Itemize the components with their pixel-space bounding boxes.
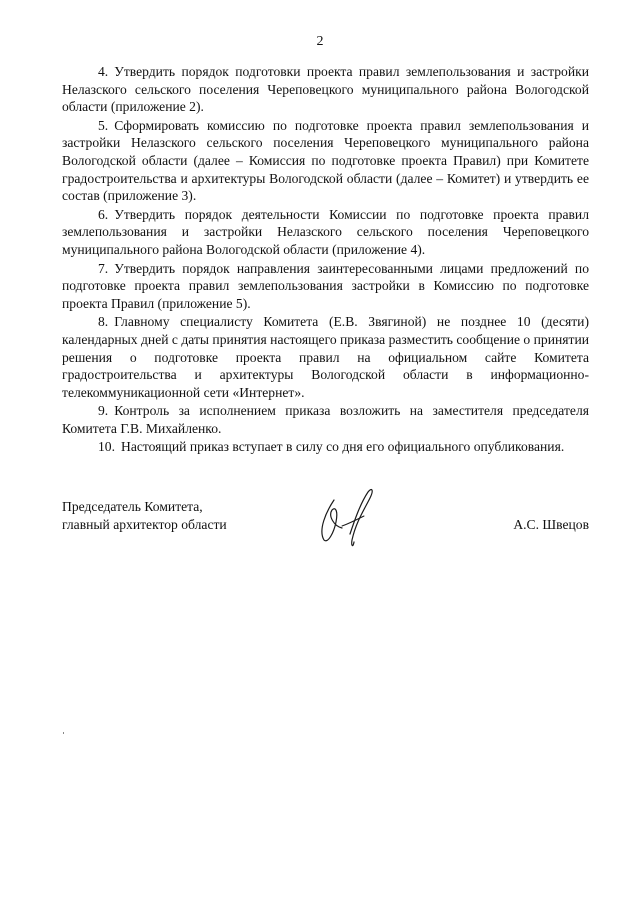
- handwritten-signature: [312, 482, 392, 552]
- paragraph-number: 4.: [98, 64, 109, 79]
- signatory-title-line1: Председатель Комитета,: [62, 499, 203, 514]
- paragraph-4: [62, 63, 589, 116]
- paragraph-6: [62, 206, 589, 259]
- paragraph-7: [62, 260, 589, 313]
- paragraph-text: Сформировать комиссию по подготовке проекта правил землепользования и застройки Нелазского сельского поселения Череповецкого муниципального района Вологодской области (далее – Комиссия по подготовке проекта Правил) при Комитете градостроительства и архитектуры Вологодской области (далее – Комитет) и утвердить ее состав (приложение 3).: [62, 117, 589, 204]
- paragraph-number: 5.: [98, 117, 109, 133]
- paragraph-number: 8.: [98, 314, 109, 330]
- paragraph-text: Главному специалисту Комитета (Е.В. Звягиной) не позднее 10 (десяти) календарных дней с даты принятия настоящего приказа разместить сообщение о принятии решения о подготовке проекта правил на официальном сайте Комитета градостроительства и архитектуры Вологодской области в информационно-телекоммуникационной сети «Интернет».: [62, 314, 589, 400]
- paragraph-number: 9.: [98, 403, 109, 419]
- signature-block: [62, 498, 589, 558]
- paragraph-text: Контроль за исполнением приказа возложить на заместителя председателя Комитета Г.В. Михайленко.: [62, 403, 589, 436]
- paragraph-number: 7.: [98, 260, 109, 276]
- paragraph-8: [62, 313, 589, 401]
- page-number: 2: [316, 34, 324, 49]
- paragraph-text: Утвердить порядок направления заинтересованными лицами предложений по подготовке проекта правил землепользования застройки в Комиссию по подготовке проекта Правил (приложение 5).: [62, 260, 589, 311]
- paragraph-10: [62, 438, 589, 456]
- signatory-title: [62, 498, 227, 534]
- paragraph-9: [62, 402, 589, 437]
- paragraph-number: 10.: [98, 439, 115, 455]
- paragraph-text: Утвердить порядок деятельности Комиссии по подготовке проекта правил землепользования и застройки Нелазского сельского поселения Череповецкого муниципального района Вологодской области (приложение 4).: [62, 206, 589, 257]
- paragraph-5: [62, 117, 589, 205]
- document-body: [62, 63, 589, 457]
- paragraph-text: Настоящий приказ вступает в силу со дня его официального опубликования.: [121, 439, 565, 455]
- signatory-title-line2: главный архитектор области: [62, 517, 227, 532]
- scan-speck: [63, 732, 64, 734]
- paragraph-number: 6.: [98, 206, 109, 222]
- signatory-name: А.С. Швецов: [513, 517, 589, 532]
- paragraph-text: Утвердить порядок подготовки проекта правил землепользования и застройки Нелазского сельского поселения Череповецкого муниципального района Вологодской области (приложение 2).: [62, 64, 589, 115]
